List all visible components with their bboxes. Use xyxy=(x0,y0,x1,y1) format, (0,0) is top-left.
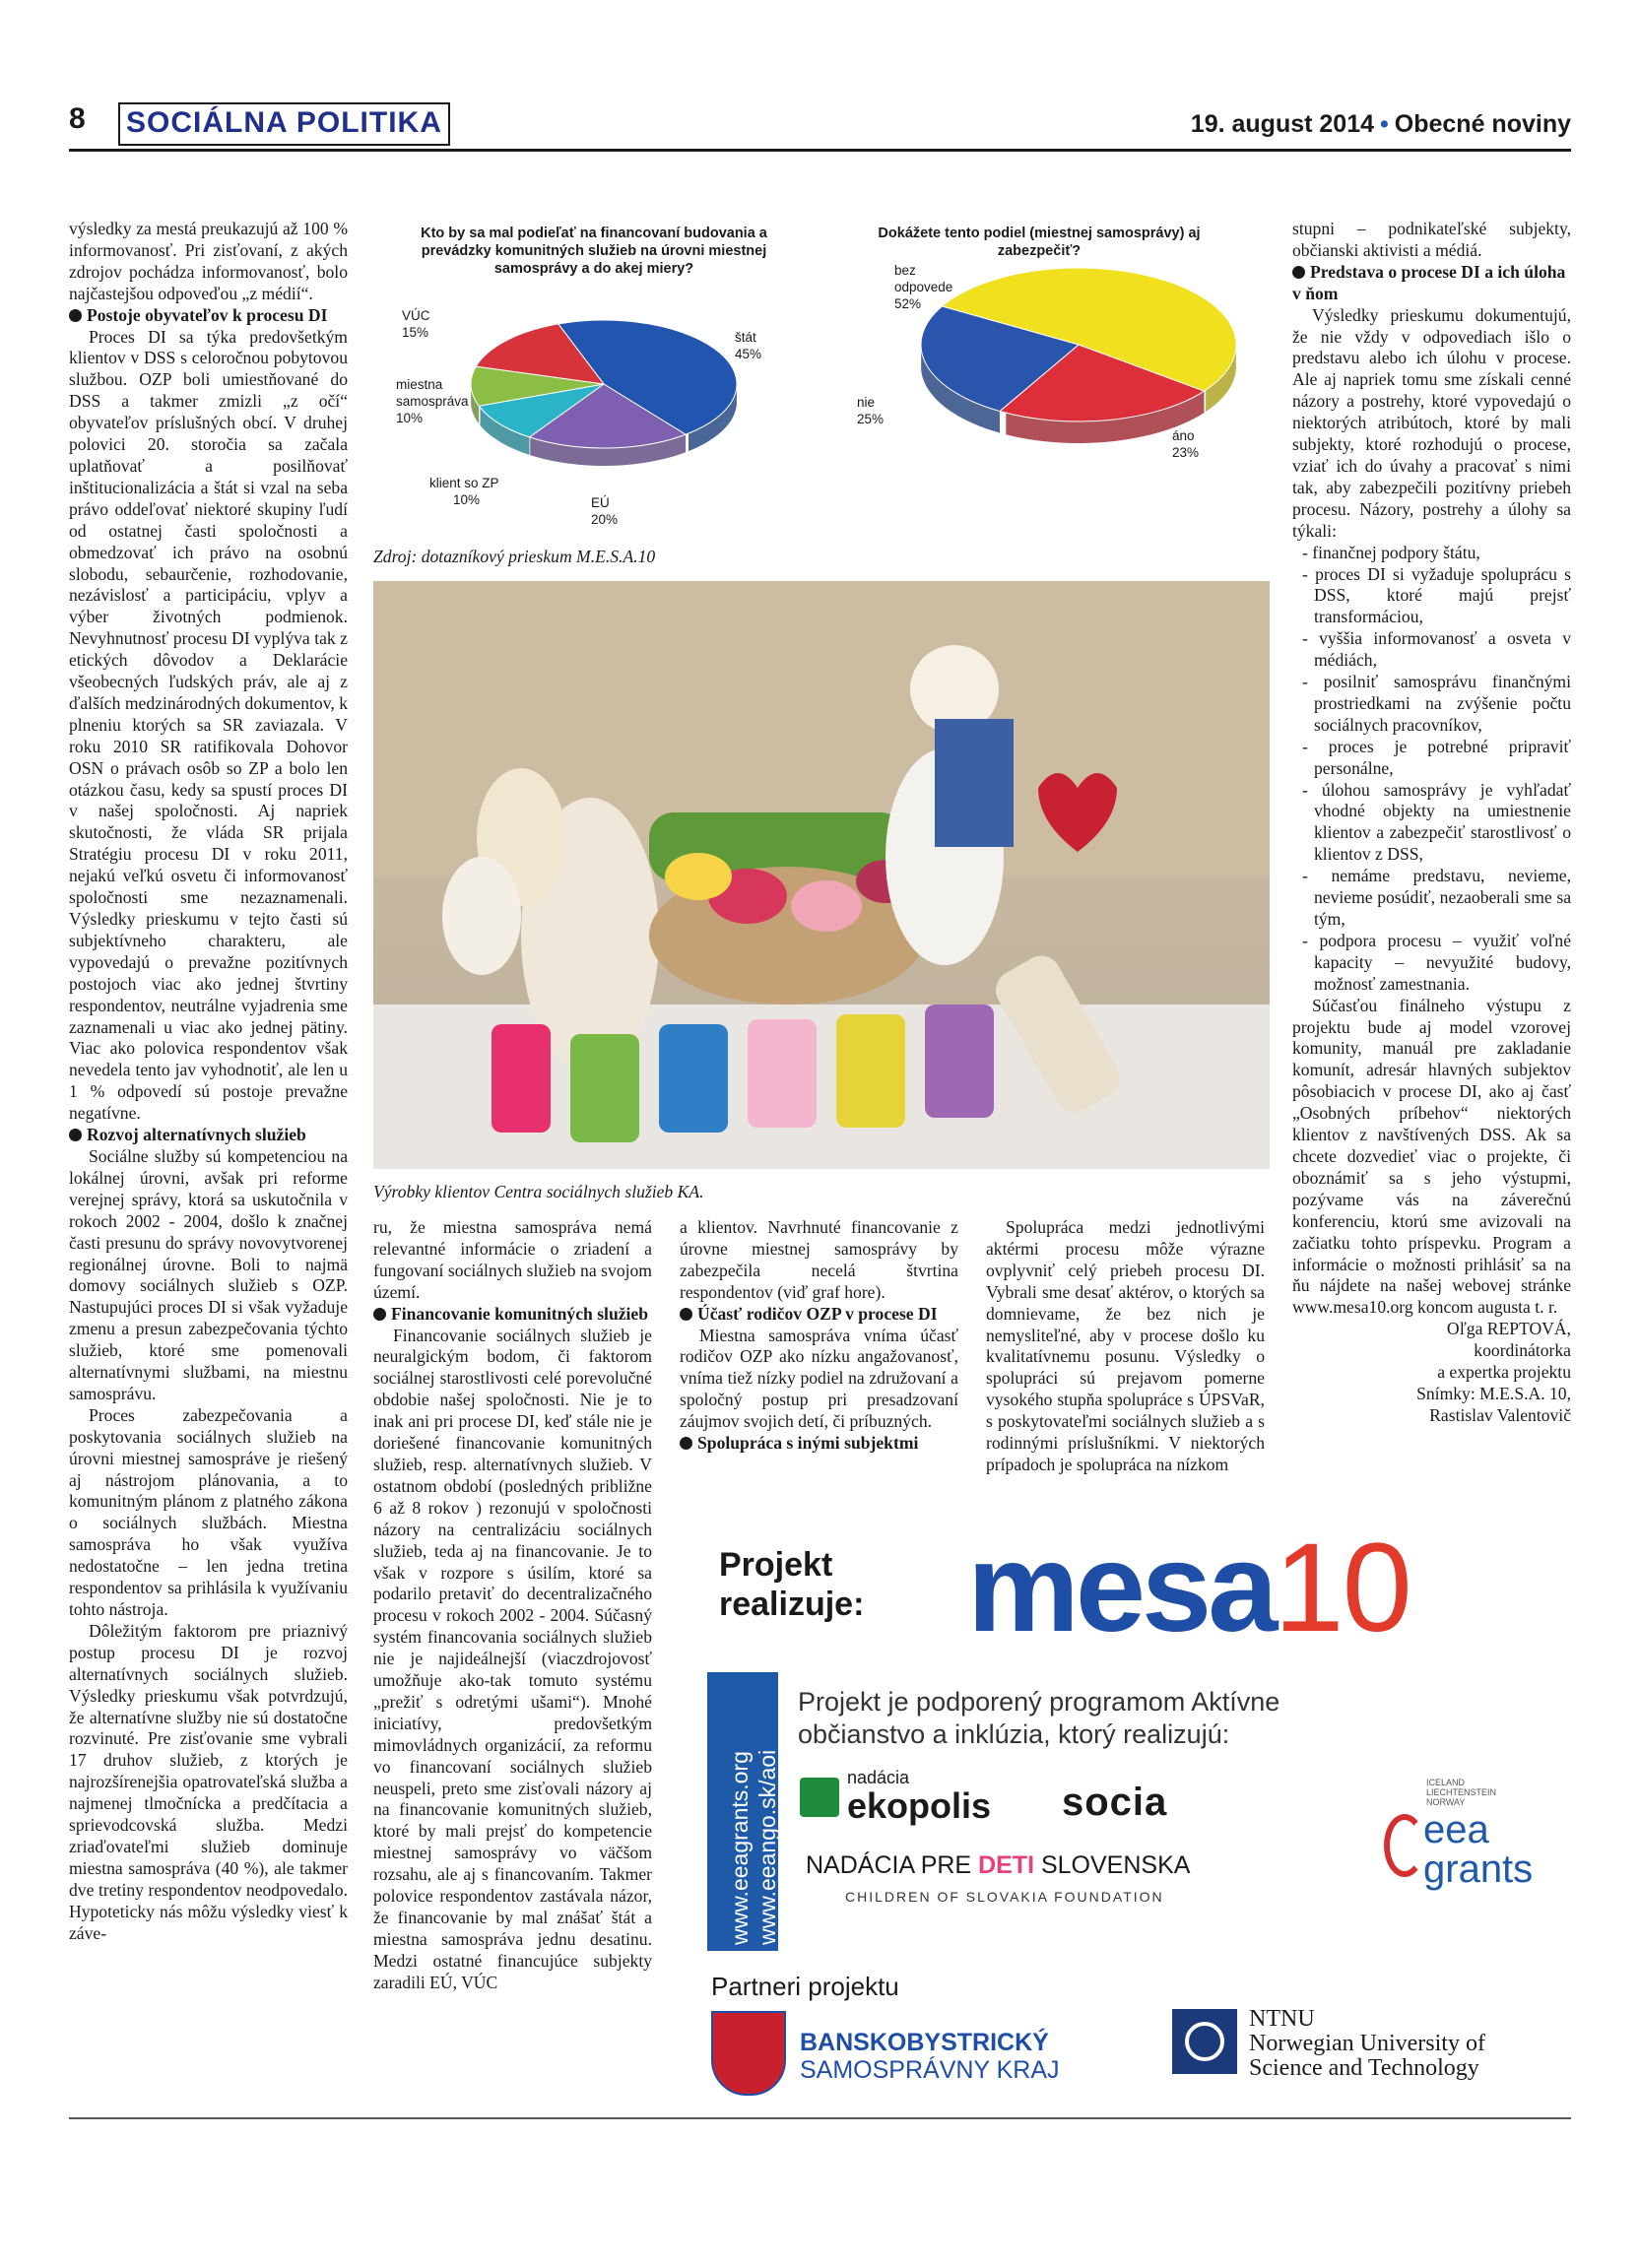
page-number: 8 xyxy=(69,102,86,135)
subheading: Financovanie komunitných služieb xyxy=(373,1304,652,1326)
pie-label-klient: klient so ZP 10% xyxy=(429,476,499,507)
paragraph: Spolupráca medzi jednotlivými aktérmi procesu môže výrazne ovplyvniť celý priebeh procesu DI. Vybrali sme desať aktérov, o ktorých sa domnievame, že bez nich je nemysliteľné, aby v procese došlo ku kvalitatívnemu posunu. Výsledky o spolupráci sú prejavom pomerne vysokého stupňa spolupráce s ÚPSVaR, s poskytovateľmi sociálnych služieb a s rodinnými príslušníkmi. V niektorých prípadoch je spolupráca na nízkom xyxy=(986,1217,1265,1474)
pie-label-stat: štát 45% xyxy=(735,330,762,361)
paragraph: Miestna samospráva vníma účasť rodičov OZP ako nízku angažovanosť, vníma tiež nízky podiel na združovaní a spoločný postup pri presadzovaní záujmov svojich detí, či príbuzných. xyxy=(680,1325,958,1432)
socia-logo: socia xyxy=(1062,1781,1168,1824)
pie-label-ano: áno 23% xyxy=(1172,428,1200,460)
bullet-icon xyxy=(1292,266,1305,279)
subheading: Spolupráca s inými subjektmi xyxy=(680,1433,958,1455)
pie-label-eu: EÚ 20% xyxy=(591,495,619,527)
eea-countries: ICELAND LIECHTENSTEIN NORWAY xyxy=(1426,1778,1497,1807)
chart-title: Dokážete tento podiel (miestnej samosprávy) aj zabezpečiť? xyxy=(878,226,1201,259)
project-label: Projekt realizuje: xyxy=(719,1546,865,1623)
subheading: Predstava o procese DI a ich úloha v ňom xyxy=(1292,261,1566,303)
author-role: a expertka projektu xyxy=(1437,1362,1571,1383)
bbsk-coat-of-arms-icon xyxy=(711,2011,786,2096)
issue-info xyxy=(1191,110,1571,139)
bullet-icon xyxy=(69,309,82,322)
ndps-subtitle: CHILDREN OF SLOVAKIA FOUNDATION xyxy=(845,1889,1164,1905)
paragraph: Proces DI sa týka predovšetkým klientov v DSS s celoročnou pobytovou službou. OZP boli umiestňované do DSS a takmer zmizli „z očí“ obyvateľov príslušných obcí. V druhej polovici 20. storočia sa začala uplatňovať a posilňovať inštitucionalizácia a štát si vzal na seba právo oddeľovať niektoré skupiny ľudí od ostatnej časti spoločnosti a obmedzovať ich právo na osobnú slobodu, sebaurčenie, rozhodovanie, nezávislosť a participáciu, vplyv a výber životných podmienok. Nevyhnutnosť procesu DI vyplýva tak z etických dôvodov a Deklarácie všeobecných ľudských práv, ale aj z ďalších medzinárodných dokumentov, k plneniu ktorých sa SR zaviazala. V roku 2010 SR ratifikovala Dohovor OSN o právach osôb so ZP a bolo len otázkou času, kedy sa spustí proces DI v našej spoločnosti. Aj napriek skutočnosti, že vláda SR prijala Stratégiu procesu DI v roku 2011, nejakú veľkú osvetu či informovanosť spoločnosti sme nezaznamenali. Výsledky prieskumu v tejto časti sú subjektívneho charakteru, ale vypovedajú o prevažne pozitívnych postojoch viac ako jednej štvrtiny respondentov, neutrálne vyjadrenia sme zaznamenali u viac ako jednej pätiny. Viac ako polovica respondentov však nevedela tento jav vyhodnotiť, ale len u 1 % odpovedí sú postoje prevažne negatívne. xyxy=(69,326,348,1124)
column-1 xyxy=(69,219,348,1945)
bullet-icon xyxy=(680,1437,692,1450)
photo-illustration xyxy=(373,581,1270,1169)
list-item: - nemáme predstavu, nevieme, nevieme posúdiť, nezaoberali sme sa tým, xyxy=(1302,866,1571,929)
support-statement: Projekt je podporený programom Aktívne občianstvo a inklúzia, ktorý realizujú: xyxy=(798,1687,1280,1749)
column-5 xyxy=(1292,219,1571,1427)
list-item: - finančnej podpory štátu, xyxy=(1302,542,1480,562)
photo-credits: Snímky: M.E.S.A. 10, xyxy=(1416,1383,1571,1403)
pie-label-vuc: VÚC 15% xyxy=(402,308,430,340)
paper-name: Obecné noviny xyxy=(1394,110,1571,138)
ndps-logo: NADÁCIA PRE DETI SLOVENSKA xyxy=(806,1851,1191,1879)
eea-urls-vertical: www.eeagrants.org www.eeango.sk/aoi xyxy=(727,1749,780,1945)
paragraph: Dôležitým faktorom pre priaznivý postup procesu DI je rozvoj alternatívnych sociálnych služieb. Výsledky prieskumu však potvrdzujú, že alternatívne služby nie sú dostatočne rozvinuté. Pre zisťovanie sme vybrali 17 druhov služieb, z ktorých je najrozšírenejšia opatrovateľská služba a najmenej tlmočnícka a predčítacia a sprievodcovská služba. Medzi zriaďovateľmi služieb dominuje miestna samospráva (40 %), ale takmer dve tretiny respondentov neodpovedalo. Hypoteticky nás môžu výsledky viesť k záve- xyxy=(69,1620,348,1943)
paragraph: Súčasťou finálneho výstupu z projektu bude aj model vzorovej komunity, manuál pre zakladanie komunít, adresár hlavných subjektov pôsobiacich v procese DI, ako aj časť „Osobných príbehov“ niektorých klientov z navštívených DSS. Ak sa chcete dozvedieť viac o projekte, či oboznámiť sa s jeho výstupmi, pozývame vás na záverečnú konferenciu, ktorú sme avizovali na začiatku tohto príspevku. Program a informácie o možnosti prihlásiť sa na ňu nájdete na našej webovej stránke www.mesa10.org koncom augusta t. r. xyxy=(1292,995,1571,1318)
list-item: - vyššia informovanosť a osveta v médiách, xyxy=(1302,628,1571,671)
pie-chart-financing xyxy=(372,219,806,534)
eea-swirl-icon xyxy=(1384,1814,1425,1877)
pie-chart-ability xyxy=(847,219,1271,475)
issue-date: 19. august 2014 xyxy=(1190,110,1375,138)
chart-title: Kto by sa mal podieľať na financovaní budovania a prevádzky komunitných služieb na úrovni miestnej samosprávy a do akej miery? xyxy=(421,226,767,277)
bullet-icon xyxy=(69,1129,82,1141)
paragraph: Výsledky prieskumu dokumentujú, že nie vždy v odpovediach išlo o predstavu alebo ich úlohu v procese. Ale aj napriek tomu sme získali cenné názory a postrehy, ktoré vypovedajú o niektorých atribútoch, ktoré by mali subjekty, ktoré rozhodujú o procese, vziať ich do úvahy a pracovať s nimi tak, aby zabezpečili pozitívny priebeh procesu. Názory, postrehy a úlohy sa týkali: xyxy=(1292,304,1571,541)
chart-source-caption: Zdroj: dotazníkový prieskum M.E.S.A.10 xyxy=(373,547,656,566)
separator-dot: • xyxy=(1380,110,1389,138)
ekopolis-icon xyxy=(800,1778,839,1817)
list-item: - proces je potrebné pripraviť personálne, xyxy=(1302,736,1571,778)
paragraph: ru, že miestna samospráva nemá relevantné informácie o zriadení a fungovaní sociálnych služieb na svojom území. xyxy=(373,1217,652,1302)
subheading: Postoje obyvateľov k procesu DI xyxy=(69,305,348,327)
header-rule xyxy=(69,149,1571,152)
subheading: Rozvoj alternatívnych služieb xyxy=(69,1125,348,1146)
list-item: - posilniť samosprávu finančnými prostriedkami na zvýšenie počtu sociálnych pracovníkov, xyxy=(1302,672,1571,735)
pie-label-bez-odpovede: bez odpovede 52% xyxy=(894,263,953,311)
pie-label-miestna: miestna samospráva 10% xyxy=(396,377,469,425)
list-item: - podpora procesu – využiť voľné kapacity – nevyužité budovy, možnosť zamestnania. xyxy=(1302,930,1571,994)
pie-label-nie: nie 25% xyxy=(857,395,885,426)
column-3 xyxy=(680,1217,958,1455)
paragraph: a klientov. Navrhnuté financovanie z úrovne miestnej samosprávy by zabezpečila necelá štvrtina respondentov (viď graf hore). xyxy=(680,1217,958,1302)
bullet-icon xyxy=(680,1308,692,1321)
photo-caption: Výrobky klientov Centra sociálnych služieb KA. xyxy=(373,1182,704,1201)
partners-heading: Partneri projektu xyxy=(711,1972,899,2001)
opinions-list xyxy=(1292,543,1571,996)
mesa10-logo: mesa10 xyxy=(967,1518,1410,1658)
list-item: - úlohou samosprávy je vyhľadať vhodné objekty na umiestnenie klientov a zabezpečiť starostlivosť o klientov z DSS, xyxy=(1302,779,1571,865)
paragraph: Financovanie sociálnych služieb je neuralgickým bodom, či faktorom sociálnej starostlivosti celé porevolučné obdobie našej spoločnosti. Nie je to inak ani pri procese DI, keď stále nie je doriešené financovanie komunitných služieb, resp. alternatívnych služieb. V ostatnom období (posledných približne 6 až 8 rokov ) rezonujú v spoločnosti názory na centralizáciu sociálnych služieb, teda aj na financovanie. Je to však v rozpore s úsilím, ktoré sa podarilo pretaviť do decentralizačného procesu v rokoch 2002 - 2004. Súčasný systém financovania sociálnych služieb nie je najideálnejší (viaczdrojovosť umožňuje ako-tak tomuto systému „prežiť s odretými ušami“). Mnohé iniciatívy, predovšetkým mimovládnych organizácií, za reformu vo financovaní sociálnych služieb neuspeli, preto sme zisťovali názory aj na financovanie komunitných služieb, ktoré by mali prejsť do kompetencie miestnej samosprávy vo väčšom rozsahu, ale aj s financovaním. Takmer polovice respondentov zastávala názor, že financovanie by mal znášať štát a miestna samospráva jednu desatinu. Medzi ostatné financujúce subjekty zaradili EÚ, VÚC xyxy=(373,1325,652,1992)
subheading: Účasť rodičov OZP v procese DI xyxy=(680,1304,958,1326)
paragraph: stupni – podnikateľské subjekty, občianski aktivisti a médiá. xyxy=(1292,219,1571,260)
footer-rule xyxy=(69,2117,1571,2119)
bbsk-logo: BANSKOBYSTRICKÝ SAMOSPRÁVNY KRAJ xyxy=(800,2029,1060,2084)
paragraph: Proces zabezpečovania a poskytovania sociálnych služieb na úrovni miestnej samospráve je riešený aj nástrojom plánovania, a to komunitným plánom z platného zákona o sociálnych službách. Miestna samospráva ho však využíva nedostatočne – len jedna tretina respondentov sa prihlásila k využívaniu tohto nástroja. xyxy=(69,1404,348,1619)
eea-grants-logo: eea grants xyxy=(1423,1808,1534,1891)
section-title: SOCIÁLNA POLITIKA xyxy=(118,102,450,146)
pie-chart-2-svg xyxy=(847,219,1271,475)
paragraph: výsledky za mestá preukazujú až 100 % informovanosť. Pri zisťovaní, z akých zdrojov pochádza informovanosť, bolo najčastejšou odpoveďou „z médií“. xyxy=(69,219,348,303)
ekopolis-logo: nadácia ekopolis xyxy=(847,1768,992,1826)
author-role: koordinátorka xyxy=(1474,1340,1571,1361)
column-2 xyxy=(373,1217,652,1994)
ntnu-ring-icon xyxy=(1185,2022,1224,2061)
list-item: - proces DI si vyžaduje spoluprácu s DSS, ktoré majú prejsť transformáciou, xyxy=(1302,563,1571,627)
column-4 xyxy=(986,1217,1265,1476)
photo-credits: Rastislav Valentovič xyxy=(1429,1404,1571,1425)
paragraph: Sociálne služby sú kompetenciou na lokálnej úrovni, avšak pri reforme verejnej správy, ktorá sa uskutočnila v rokoch 2002 - 2004, došlo k značnej časti presunu do správy novovytvorenej regionálnej úrovne. Boli to najmä domovy sociálnych služieb s OZP. Nastupujúci proces DI si však vyžaduje zmenu a presun zabezpečovania týchto služieb, ktoré sme pomenovali alternatívnymi službami, na miestnu samosprávu. xyxy=(69,1145,348,1403)
photo-handmade-products xyxy=(373,581,1270,1169)
author-signature: Oľga REPTOVÁ, xyxy=(1446,1319,1571,1339)
ntnu-name: NTNU Norwegian University of Science and Technology xyxy=(1249,2006,1485,2081)
bullet-icon xyxy=(373,1308,386,1321)
